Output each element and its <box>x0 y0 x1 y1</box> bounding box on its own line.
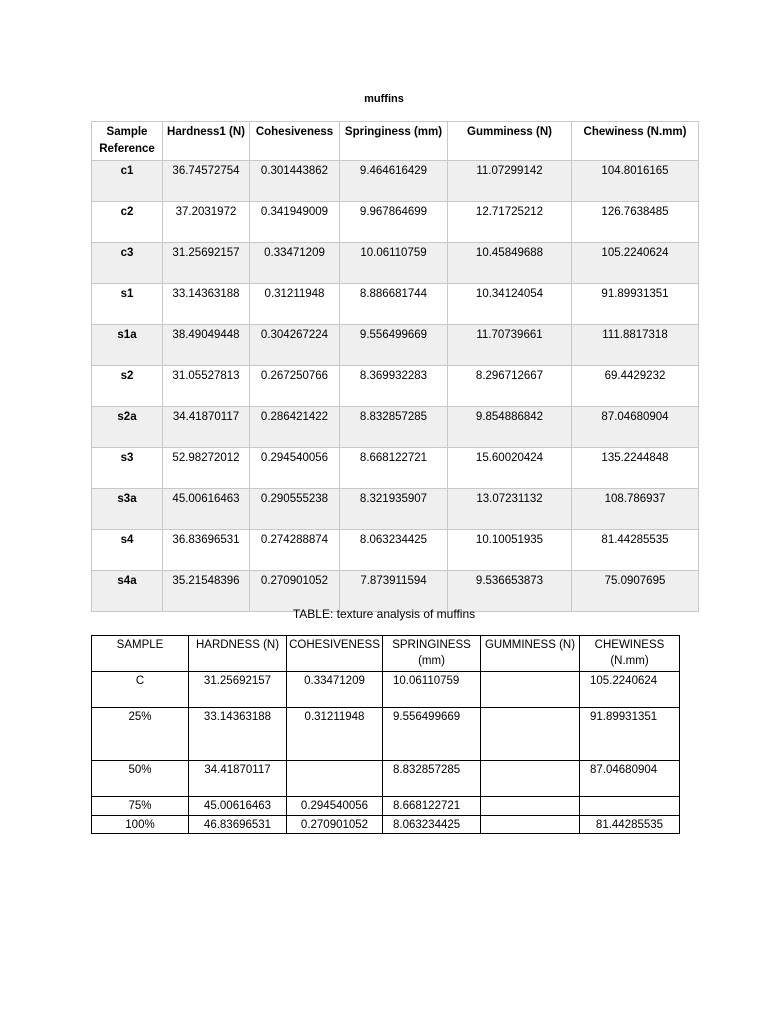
table-cell: 10.06110759 <box>383 672 481 708</box>
table-cell: 10.10051935 <box>448 530 572 571</box>
table-cell <box>481 761 580 797</box>
table-cell: 36.74572754 <box>163 161 250 202</box>
table-cell: 35.21548396 <box>163 571 250 612</box>
table-cell: 8.832857285 <box>340 407 448 448</box>
table-cell: 10.45849688 <box>448 243 572 284</box>
table-cell: 9.854886842 <box>448 407 572 448</box>
table-cell: s3a <box>92 489 163 530</box>
table-cell: 111.8817318 <box>572 325 699 366</box>
table-cell: 0.290555238 <box>250 489 340 530</box>
table-cell: c3 <box>92 243 163 284</box>
table-cell <box>481 816 580 834</box>
table-cell: 34.41870117 <box>163 407 250 448</box>
table-cell: 9.536653873 <box>448 571 572 612</box>
table-cell: 8.668122721 <box>383 797 481 816</box>
texture-analysis-table <box>91 635 680 834</box>
table-cell: 105.2240624 <box>580 672 680 708</box>
table-cell: 0.341949009 <box>250 202 340 243</box>
table-cell: 81.44285535 <box>572 530 699 571</box>
table-row <box>92 672 680 708</box>
table-cell: 10.34124054 <box>448 284 572 325</box>
table-row <box>92 366 699 407</box>
table-row <box>92 407 699 448</box>
table-cell: 31.25692157 <box>189 672 287 708</box>
table-cell: 75.0907695 <box>572 571 699 612</box>
table1-header-cell: Gumminess (N) <box>448 122 572 161</box>
table-cell: 8.886681744 <box>340 284 448 325</box>
table-row <box>92 448 699 489</box>
table-cell: 0.274288874 <box>250 530 340 571</box>
table2-header-cell: SAMPLE <box>92 636 189 672</box>
table-cell <box>481 708 580 761</box>
table-cell: 81.44285535 <box>580 816 680 834</box>
table-cell: 0.33471209 <box>287 672 383 708</box>
table-cell <box>481 672 580 708</box>
table-cell: 126.7638485 <box>572 202 699 243</box>
table-cell: 0.31211948 <box>250 284 340 325</box>
table-cell: 108.786937 <box>572 489 699 530</box>
table2-header-cell: SPRINGINESS (mm) <box>383 636 481 672</box>
table-cell: 37.2031972 <box>163 202 250 243</box>
table2-caption: TABLE: texture analysis of muffins <box>292 607 476 621</box>
table-row <box>92 797 680 816</box>
table2-header-cell: COHESIVENESS <box>287 636 383 672</box>
table-cell: s1 <box>92 284 163 325</box>
table-row <box>92 161 699 202</box>
table-row <box>92 284 699 325</box>
table-cell: s4a <box>92 571 163 612</box>
table-cell: 33.14363188 <box>189 708 287 761</box>
table-cell: 87.04680904 <box>572 407 699 448</box>
table-cell: 0.33471209 <box>250 243 340 284</box>
table-cell: 52.98272012 <box>163 448 250 489</box>
table-cell: 135.2244848 <box>572 448 699 489</box>
table-cell: 9.967864699 <box>340 202 448 243</box>
table-cell: 104.8016165 <box>572 161 699 202</box>
table2-header-cell: GUMMINESS (N) <box>481 636 580 672</box>
table-cell: c2 <box>92 202 163 243</box>
table-cell: 0.267250766 <box>250 366 340 407</box>
table-cell: 7.873911594 <box>340 571 448 612</box>
table1-header-cell: Chewiness (N.mm) <box>572 122 699 161</box>
table-cell: c1 <box>92 161 163 202</box>
table1-header-cell: Hardness1 (N) <box>163 122 250 161</box>
table-cell: 50% <box>92 761 189 797</box>
table-cell: 8.369932283 <box>340 366 448 407</box>
table-cell: 38.49049448 <box>163 325 250 366</box>
table-row <box>92 202 699 243</box>
table-row <box>92 243 699 284</box>
table-cell: 8.296712667 <box>448 366 572 407</box>
table1-header-cell: Sample Reference <box>92 122 163 161</box>
table-cell: s2 <box>92 366 163 407</box>
table2-header-cell: HARDNESS (N) <box>189 636 287 672</box>
table-row <box>92 816 680 834</box>
table-cell: 9.556499669 <box>340 325 448 366</box>
table-cell: 0.270901052 <box>287 816 383 834</box>
table-cell: C <box>92 672 189 708</box>
table-row <box>92 571 699 612</box>
table-cell <box>580 797 680 816</box>
table-cell: 0.294540056 <box>287 797 383 816</box>
table-cell: 9.556499669 <box>383 708 481 761</box>
table-cell: 31.05527813 <box>163 366 250 407</box>
table-cell: 33.14363188 <box>163 284 250 325</box>
table-cell: 100% <box>92 816 189 834</box>
table-cell: 8.063234425 <box>383 816 481 834</box>
table-cell: 75% <box>92 797 189 816</box>
table-cell: 0.270901052 <box>250 571 340 612</box>
table-row <box>92 761 680 797</box>
table-cell: 0.301443862 <box>250 161 340 202</box>
table-cell: 10.06110759 <box>340 243 448 284</box>
table-cell: 8.668122721 <box>340 448 448 489</box>
table-cell: 13.07231132 <box>448 489 572 530</box>
table-cell: s3 <box>92 448 163 489</box>
table-row <box>92 530 699 571</box>
table-row <box>92 325 699 366</box>
table-cell: 91.89931351 <box>580 708 680 761</box>
table-cell: 11.70739661 <box>448 325 572 366</box>
table-cell: s1a <box>92 325 163 366</box>
table-cell: 8.063234425 <box>340 530 448 571</box>
table-cell: 0.31211948 <box>287 708 383 761</box>
table2-header-cell: CHEWINESS (N.mm) <box>580 636 680 672</box>
table-cell: 45.00616463 <box>189 797 287 816</box>
muffins-table <box>91 121 699 612</box>
table1-header-cell: Springiness (mm) <box>340 122 448 161</box>
table-cell: 8.321935907 <box>340 489 448 530</box>
table-cell: 0.294540056 <box>250 448 340 489</box>
table-cell: 25% <box>92 708 189 761</box>
table-cell: 36.83696531 <box>163 530 250 571</box>
table-cell: 15.60020424 <box>448 448 572 489</box>
table-cell: 45.00616463 <box>163 489 250 530</box>
table-cell: 12.71725212 <box>448 202 572 243</box>
table2-header-row <box>92 636 680 672</box>
table-cell: 11.07299142 <box>448 161 572 202</box>
table-cell: s4 <box>92 530 163 571</box>
table-row <box>92 489 699 530</box>
table-cell: 0.286421422 <box>250 407 340 448</box>
table-cell: 87.04680904 <box>580 761 680 797</box>
table-cell: s2a <box>92 407 163 448</box>
table-cell: 34.41870117 <box>189 761 287 797</box>
table-cell: 105.2240624 <box>572 243 699 284</box>
table1-header-row <box>92 122 699 161</box>
table-cell: 91.89931351 <box>572 284 699 325</box>
table1-title: muffins <box>364 93 404 105</box>
table-cell: 31.25692157 <box>163 243 250 284</box>
table-cell: 9.464616429 <box>340 161 448 202</box>
table-row <box>92 708 680 761</box>
table-cell <box>287 761 383 797</box>
table1-header-cell: Cohesiveness <box>250 122 340 161</box>
table-cell: 69.4429232 <box>572 366 699 407</box>
table-cell: 46.83696531 <box>189 816 287 834</box>
table-cell: 8.832857285 <box>383 761 481 797</box>
table-cell <box>481 797 580 816</box>
table-cell: 0.304267224 <box>250 325 340 366</box>
